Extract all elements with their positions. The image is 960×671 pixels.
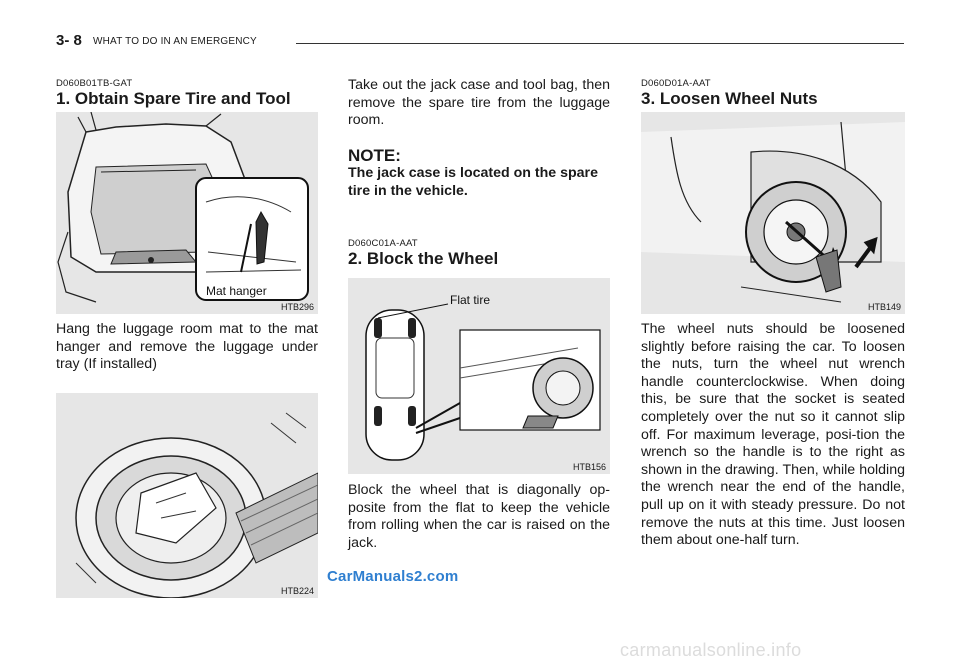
note-title: NOTE: (348, 146, 401, 165)
section1-heading: 1. Obtain Spare Tire and Tool (56, 89, 291, 108)
watermark-carmanualsonline: carmanualsonline.info (620, 640, 802, 660)
figure-loosen-nuts (641, 112, 905, 314)
page-number: 3- 8 (56, 32, 82, 49)
callout-flat-tire: Flat tire (450, 293, 491, 307)
section1-paragraph: Hang the luggage room mat to the mat hanger and remove the luggage under tray (If installed) (56, 321, 318, 373)
section2-paragraph: Block the wheel that is diagonally op-posite from the flat to keep the vehicle from rolling when the car is raised on the jack. (348, 482, 610, 551)
section1-code: D060B01TB-GAT (56, 78, 133, 89)
section-intro-paragraph: Take out the jack case and tool bag, then remove the spare tire from the luggage room. (348, 77, 610, 129)
figure-code-htb224: HTB224 (280, 586, 314, 596)
section3-paragraph: The wheel nuts should be loosened slightly before raising the car. To loosen the nuts, turn the wheel nut wrench handle counterclockwise. When doing this, be sure that the socket is seated completely over the nut so it cannot slip off. For maximum leverage, posi-tion the wrench so the handle is to the right as shown in the drawing. Then, while holding the wrench near the end of the handle, pull up on it with steady pressure. Do not remove the nuts at this time. Just loosen them about one-half turn. (641, 321, 905, 549)
watermark-carmanuals2[interactable]: CarManuals2.com (327, 568, 459, 585)
figure-spare-tire-well (56, 393, 318, 598)
section3-code: D060D01A-AAT (641, 78, 711, 89)
figure-luggage-room (56, 112, 318, 314)
header-rule (296, 43, 904, 44)
figure-code-htb296: HTB296 (280, 302, 314, 312)
note-text: The jack case is located on the spare tire in the vehicle. (348, 165, 598, 199)
section2-code: D060C01A-AAT (348, 238, 418, 249)
figure-code-htb156: HTB156 (572, 462, 606, 472)
section3-heading: 3. Loosen Wheel Nuts (641, 89, 818, 108)
section-title: WHAT TO DO IN AN EMERGENCY (93, 36, 257, 47)
callout-mat-hanger: Mat hanger (206, 284, 267, 298)
figure-block-wheel (348, 278, 610, 474)
figure-code-htb149: HTB149 (867, 302, 901, 312)
section2-heading: 2. Block the Wheel (348, 249, 499, 268)
